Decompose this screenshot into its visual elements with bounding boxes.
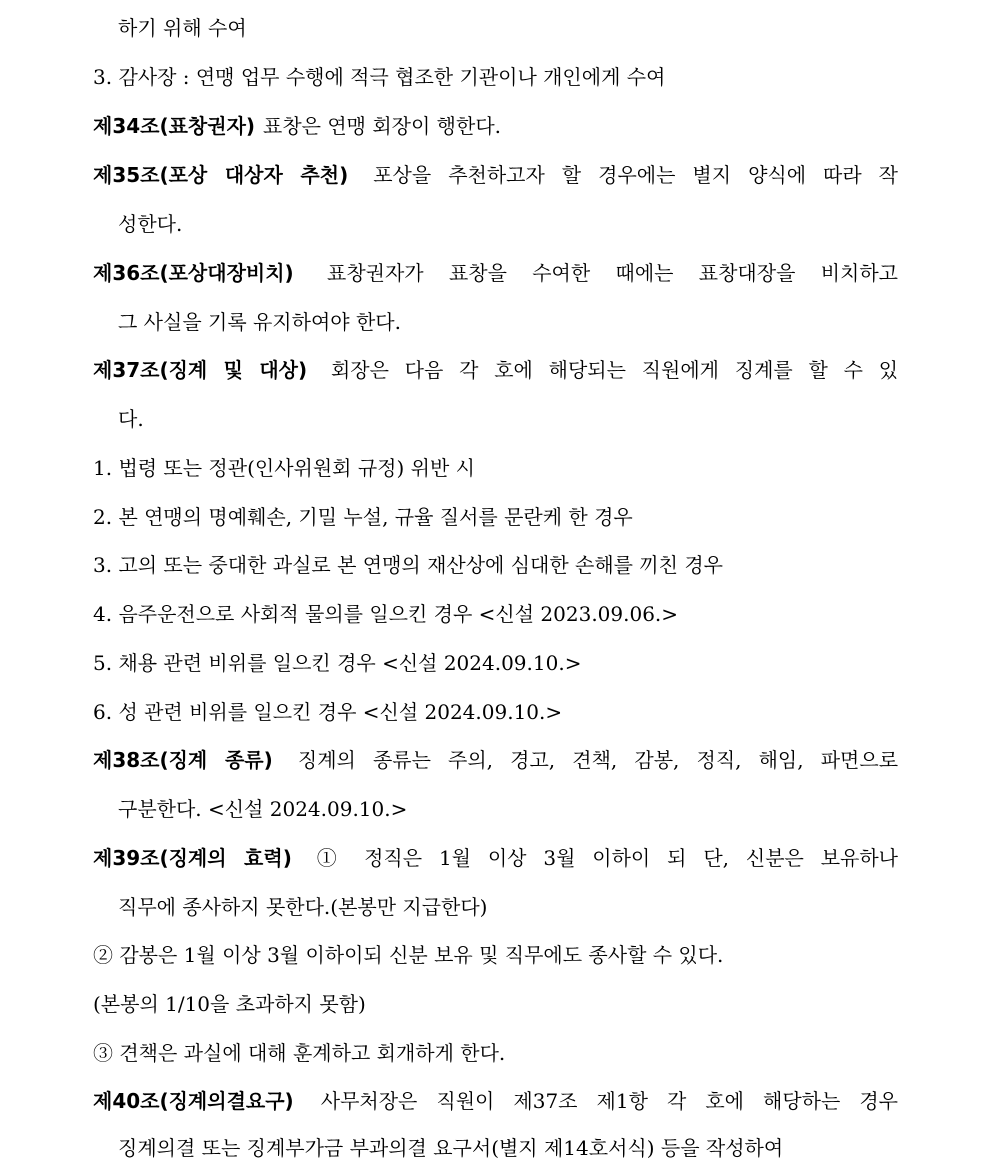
article-37-item-5: 5. 채용 관련 비위를 일으킨 경우 <신설 2024.09.10.> xyxy=(93,651,582,675)
article-35-continuation: 성한다. xyxy=(118,212,183,236)
article-36 xyxy=(93,253,898,293)
article-34 xyxy=(93,106,983,146)
article-40-heading: 제40조(징계의결요구) xyxy=(93,1089,294,1113)
article-36-continuation: 그 사실을 기록 유지하여야 한다. xyxy=(118,310,401,334)
text-line-continuation: 하기 위해 수여 xyxy=(118,16,247,40)
article-37-continuation: 다. xyxy=(118,407,144,431)
article-34-heading: 제34조(표창권자) xyxy=(93,114,256,138)
article-37-item-3: 3. 고의 또는 중대한 과실로 본 연맹의 재산상에 심대한 손해를 끼친 경우 xyxy=(93,553,723,577)
text-line-award-item-3: 3. 감사장 : 연맹 업무 수행에 적극 협조한 기관이나 개인에게 수여 xyxy=(93,65,666,89)
article-37-text: 회장은 다음 각 호에 해당되는 직원에게 징계를 할 수 있 xyxy=(330,358,898,382)
article-39 xyxy=(93,838,898,878)
article-40-text: 사무처장은 직원이 제37조 제1항 각 호에 해당하는 경우 xyxy=(320,1089,898,1113)
article-35-text: 포상을 추천하고자 할 경우에는 별지 양식에 따라 작 xyxy=(373,163,898,187)
article-39-heading: 제39조(징계의 효력) xyxy=(93,846,292,870)
article-39-text: ① 정직은 1월 이상 3월 이하이 되 단, 신분은 보유하나 xyxy=(316,846,898,870)
article-38-text: 징계의 종류는 주의, 경고, 견책, 감봉, 정직, 해임, 파면으로 xyxy=(297,748,898,772)
article-40-continuation: 징계의결 또는 징계부가금 부과의결 요구서(별지 제14호서식) 등을 작성하여 xyxy=(118,1136,784,1160)
article-34-text: 표창은 연맹 회장이 행한다. xyxy=(263,114,501,138)
article-39-paragraph-2-note: (본봉의 1/10을 초과하지 못함) xyxy=(93,992,366,1016)
article-35 xyxy=(93,155,898,195)
article-35-heading: 제35조(포상 대상자 추천) xyxy=(93,163,349,187)
article-39-paragraph-2: ② 감봉은 1월 이상 3월 이하이되 신분 보유 및 직무에도 종사할 수 있다. xyxy=(93,943,724,967)
article-37-heading: 제37조(징계 및 대상) xyxy=(93,358,308,382)
article-37-item-2: 2. 본 연맹의 명예훼손, 기밀 누설, 규율 질서를 문란케 한 경우 xyxy=(93,505,633,529)
article-37-item-6: 6. 성 관련 비위를 일으킨 경우 <신설 2024.09.10.> xyxy=(93,700,563,724)
article-38-continuation: 구분한다. <신설 2024.09.10.> xyxy=(118,797,408,821)
article-37 xyxy=(93,350,898,390)
article-40 xyxy=(93,1081,898,1121)
article-38-heading: 제38조(징계 종류) xyxy=(93,748,273,772)
article-38 xyxy=(93,740,898,780)
article-37-item-4: 4. 음주운전으로 사회적 물의를 일으킨 경우 <신설 2023.09.06.> xyxy=(93,602,679,626)
article-36-heading: 제36조(포상대장비치) xyxy=(93,261,294,285)
article-36-text: 표창권자가 표창을 수여한 때에는 표창대장을 비치하고 xyxy=(327,261,898,285)
article-37-item-1: 1. 법령 또는 정관(인사위원회 규정) 위반 시 xyxy=(93,456,475,480)
article-39-continuation: 직무에 종사하지 못한다.(본봉만 지급한다) xyxy=(118,895,488,919)
article-39-paragraph-3: ③ 견책은 과실에 대해 훈계하고 회개하게 한다. xyxy=(93,1041,506,1065)
